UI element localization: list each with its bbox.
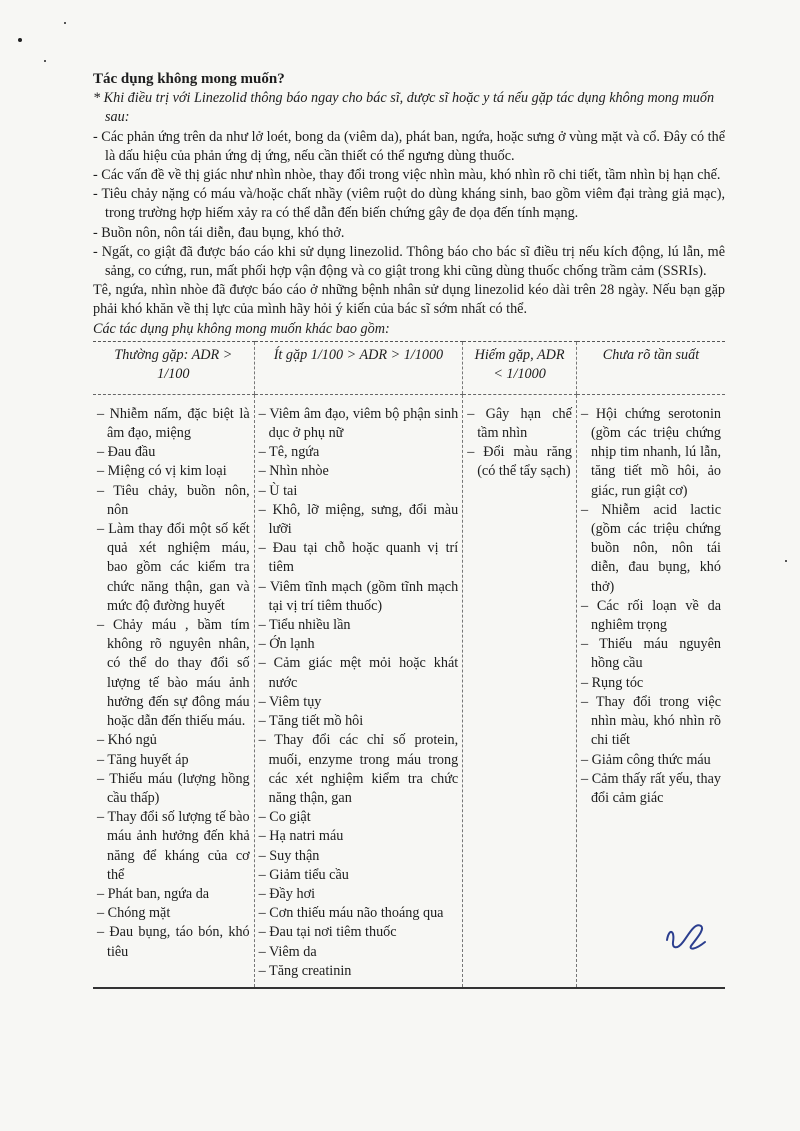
warning-item: - Các vấn đề về thị giác như nhìn nhòe, thay đổi trong việc nhìn màu, khó nhìn rõ chi tiết, tầm nhìn bị hạn chế. [93,167,721,184]
list-item: – Thay đổi các chỉ số protein, muối, enzyme trong máu trong các xét nghiệm kiểm tra chức năng thận, gan [258,732,459,806]
list-item: – Cơn thiếu máu não thoáng qua [258,905,444,922]
list-item: – Giảm tiểu cầu [258,866,349,883]
list-item: – Phát ban, ngứa da [97,885,210,902]
header-rare: Hiếm gặp, ADR < 1/1000 [463,341,577,394]
list-item: – Giảm công thức máu [580,751,711,768]
adverse-reactions-table [93,341,725,989]
list-item: – Gây hạn chế tầm nhìn [467,405,572,442]
signature-mark [661,916,721,956]
scan-speck [18,38,22,42]
list-item: – Viêm da [258,943,317,960]
list-item: – Thiếu máu (lượng hồng cầu thấp) [97,770,250,806]
header-uncommon: Ít gặp 1/100 > ADR > 1/1000 [254,341,463,394]
list-item: – Đau tại chỗ hoặc quanh vị trí tiêm [258,540,459,576]
header-common: Thường gặp: ADR > 1/100 [93,341,254,394]
warning-item: - Các phản ứng trên da như lở loét, bong da (viêm da), phát ban, ngứa, hoặc sưng ở vùng mặt và cổ. Đây có thể là dấu hiệu của phản ứng dị ứng, nếu cần thiết có thể ngưng dùng thuốc. [93,128,725,164]
list-item: – Tiêu chảy, buồn nôn, nôn [97,482,250,518]
list-item: – Hạ natri máu [258,828,344,845]
effects-list-common [97,405,250,962]
list-item: – Tăng creatinin [258,962,352,979]
list-item: – Tăng huyết áp [97,751,189,768]
list-item: – Nhiễm acid lactic (gồm các triệu chứng buồn nôn, nôn tái diễn, đau bụng, khó thở) [580,501,721,595]
scan-speck [44,60,46,62]
column-unknown [576,394,725,988]
other-effects-title: Các tác dụng phụ không mong muốn khác bao gồm: [93,320,390,337]
list-item: – Viêm tĩnh mạch (gồm tĩnh mạch tại vị trí tiêm thuốc) [258,578,459,614]
list-item: – Khó ngủ [97,732,157,749]
scan-speck [64,22,66,24]
list-item: – Viêm âm đạo, viêm bộ phận sinh dục ở phụ nữ [258,405,459,442]
list-item: – Thay đổi số lượng tế bào máu ảnh hưởng đến khả năng để kháng của cơ thể [97,809,250,883]
list-item: – Rụng tóc [580,674,644,691]
list-item: – Ớn lạnh [258,636,315,653]
warning-list [93,128,725,282]
effects-list-unknown [581,405,721,808]
list-item: – Chóng mặt [97,905,171,922]
list-item: – Chảy máu , bầm tím không rõ nguyên nhân, có thể do thay đổi số lượng tế bào máu ảnh hưởng đến sự đông máu hoặc dẫn đến thiếu máu. [97,617,250,730]
list-item: – Tê, ngứa [258,444,320,461]
list-item: – Đau bụng, táo bón, khó tiêu [97,924,250,960]
column-uncommon [254,394,463,988]
warning-item: - Tiêu chảy nặng có máu và/hoặc chất nhầy (viêm ruột do dùng kháng sinh, bao gồm viêm đại tràng giả mạc), trong trường hợp hiếm xảy ra có thể dẫn đến biến chứng gây đe dọa đến tính mạng. [93,186,725,222]
list-item: – Đau đầu [97,444,156,461]
section-heading: Tác dụng không mong muốn? [93,71,285,87]
header-unknown: Chưa rõ tần suất [576,341,725,394]
scan-speck [785,560,787,562]
warning-item: - Ngất, co giật đã được báo cáo khi sử dụng linezolid. Thông báo cho bác sĩ điều trị nếu kích động, lú lẫn, mê sảng, co cứng, run, mất phối hợp vận động và co giật trong khi cũng dùng thuốc chống trầm cảm (SSRIs). [93,243,725,280]
effects-list-rare [467,405,572,482]
list-item: – Ù tai [258,482,298,499]
list-item: – Nhiễm nấm, đặc biệt là âm đạo, miệng [97,405,250,442]
list-item: – Miệng có vị kim loại [97,463,227,480]
list-item: – Nhìn nhòe [258,463,329,480]
list-item: – Tiểu nhiều lần [258,617,351,634]
list-item: – Đổi màu răng (có thể tẩy sạch) [467,444,572,480]
list-item: – Thiếu máu nguyên hồng cầu [580,636,721,672]
column-common [93,394,254,988]
list-item: – Đau tại nơi tiêm thuốc [258,924,397,941]
column-rare [463,394,577,988]
intro-text: * Khi điều trị với Linezolid thông báo ngay cho bác sĩ, dược sĩ hoặc y tá nếu gặp tác dụng không mong muốn sau: [93,90,715,126]
list-item: – Khô, lỡ miệng, sưng, đổi màu lưỡi [258,501,459,538]
table-row [93,394,725,988]
list-item: – Thay đổi trong việc nhìn màu, khó nhìn rõ chi tiết [580,693,721,749]
list-item: – Cảm giác mệt mỏi hoặc khát nước [258,655,459,691]
document-page [93,70,725,989]
list-item: – Suy thận [258,847,320,864]
warning-item: - Buồn nôn, nôn tái diễn, đau bụng, khó thở. [93,224,345,241]
list-item: – Đầy hơi [258,885,316,902]
effects-list-uncommon [259,405,459,981]
list-item: – Các rối loạn về da nghiêm trọng [580,597,721,634]
long-use-paragraph: Tê, ngứa, nhìn nhòe đã được báo cáo ở những bệnh nhân sử dụng linezolid kéo dài trên 28 ngày. Nếu bạn gặp phải khó khăn về thị lực của mình hãy hỏi ý kiến của bác sĩ sớm nhất có thể. [93,282,725,318]
list-item: – Co giật [258,809,311,826]
list-item: – Hội chứng serotonin (gồm các triệu chứng nhịp tim nhanh, lú lẫn, tăng tiết mồ hôi, ảo giác, run giật cơ) [580,405,721,499]
list-item: – Làm thay đổi một số kết quả xét nghiệm máu, bao gồm các kiểm tra chức năng thận, gan và mức độ đường huyết [97,521,250,614]
table-header-row [93,341,725,394]
list-item: – Cảm thấy rất yếu, thay đổi cảm giác [580,770,721,806]
list-item: – Viêm tụy [258,693,322,710]
list-item: – Tăng tiết mồ hôi [258,713,364,730]
